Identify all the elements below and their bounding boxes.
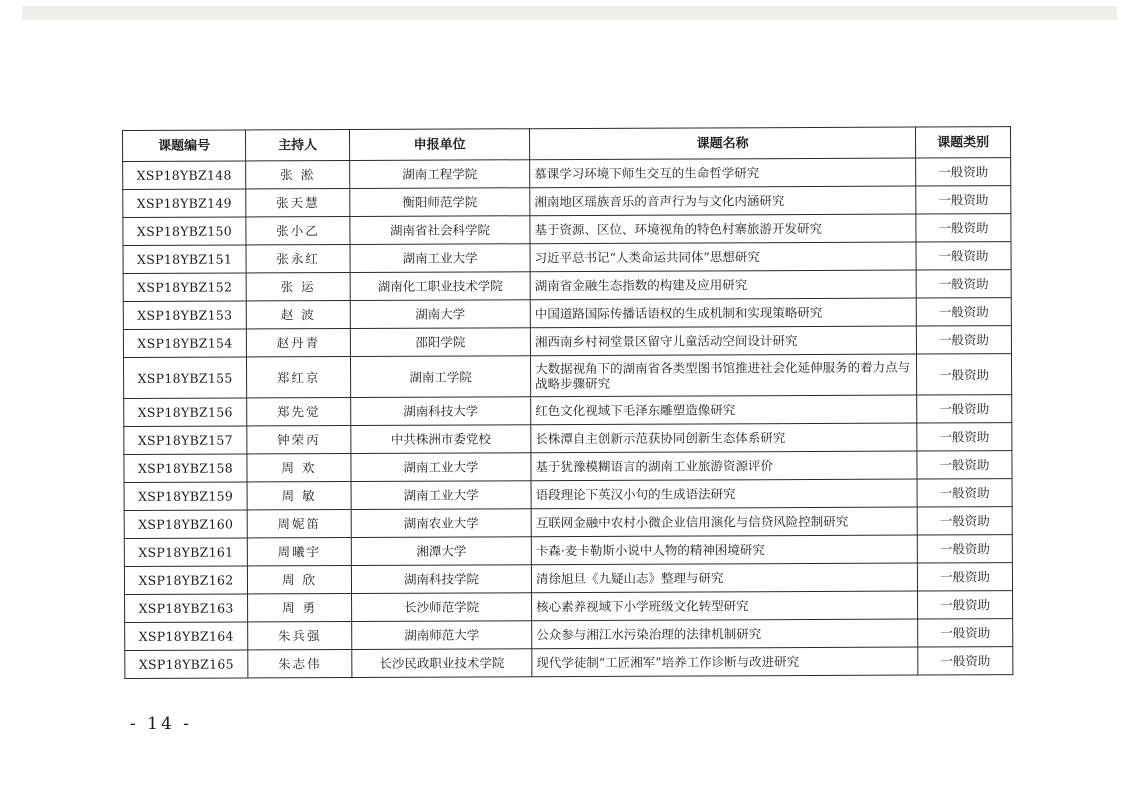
table-row [123,326,1011,358]
cell-code: XSP18YBZ161 [124,538,247,567]
cell-unit: 衡阳师范学院 [350,188,530,217]
cell-category: 一般资助 [918,619,1013,647]
cell-host: 张永红 [246,245,350,273]
cell-code: XSP18YBZ160 [124,510,247,539]
cell-code: XSP18YBZ165 [125,650,248,679]
table-row [124,535,1012,567]
cell-unit: 湖南师范大学 [352,621,532,650]
cell-title: 慕课学习环境下师生交互的生命哲学研究 [530,158,916,188]
cell-title: 清徐旭旦《九疑山志》整理与研究 [531,563,917,593]
cell-unit: 中共株洲市委党校 [351,425,531,454]
cell-category: 一般资助 [916,186,1011,214]
table-row [125,591,1013,623]
table-row [124,563,1012,595]
table-row [123,270,1011,302]
cell-code: XSP18YBZ162 [124,566,247,595]
cell-host: 赵丹青 [246,329,350,357]
cell-title: 基于资源、区位、环境视角的特色村寨旅游开发研究 [530,214,916,244]
cell-unit: 湖南农业大学 [351,509,531,538]
header-unit: 申报单位 [350,129,530,161]
cell-category: 一般资助 [916,270,1011,298]
cell-host: 朱兵强 [248,622,352,650]
header-category: 课题类别 [915,127,1010,158]
cell-category: 一般资助 [916,214,1011,242]
cell-category: 一般资助 [916,158,1011,186]
cell-unit: 湖南科技大学 [351,397,531,426]
cell-code: XSP18YBZ155 [123,357,246,399]
cell-unit: 湖南省社会科学院 [350,216,530,245]
cell-category: 一般资助 [917,479,1012,507]
table-row [123,186,1011,218]
cell-host: 张小乙 [246,217,350,245]
table-row [124,479,1012,511]
cell-title: 红色文化视域下毛泽东雕塑造像研究 [531,395,917,425]
cell-host: 周曦宇 [247,538,351,566]
cell-host: 周 欢 [247,454,351,482]
cell-category: 一般资助 [917,507,1012,535]
cell-code: XSP18YBZ154 [123,329,246,358]
cell-code: XSP18YBZ159 [124,482,247,511]
cell-code: XSP18YBZ163 [125,594,248,623]
cell-code: XSP18YBZ149 [123,189,246,218]
header-host: 主持人 [246,130,350,161]
cell-category: 一般资助 [917,563,1012,591]
cell-title: 卡森·麦卡勒斯小说中人物的精神困境研究 [531,535,917,565]
cell-host: 钟荣丙 [247,426,351,454]
cell-title: 习近平总书记“人类命运共同体”思想研究 [530,242,916,272]
cell-code: XSP18YBZ152 [123,273,246,302]
table-row [124,507,1012,539]
cell-category: 一般资助 [918,591,1013,619]
cell-title: 互联网金融中农村小微企业信用演化与信贷风险控制研究 [531,507,917,537]
cell-host: 周 勇 [248,594,352,622]
cell-category: 一般资助 [918,647,1013,675]
cell-code: XSP18YBZ150 [123,217,246,246]
cell-host: 张 运 [246,273,350,301]
cell-title: 现代学徒制“工匠湘军”培养工作诊断与改进研究 [532,647,918,677]
table-row [125,619,1013,651]
cell-unit: 长沙民政职业技术学院 [352,649,532,678]
header-code: 课题编号 [123,130,246,162]
cell-title: 湘西南乡村祠堂景区留守儿童活动空间设计研究 [530,326,916,356]
table-row [123,298,1011,330]
cell-unit: 湖南大学 [350,300,530,329]
cell-unit: 湘潭大学 [351,537,531,566]
cell-unit: 湖南化工职业技术学院 [350,272,530,301]
scan-edge [22,6,1117,20]
cell-code: XSP18YBZ157 [124,426,247,455]
table-row [124,451,1012,483]
cell-host: 周 敏 [247,482,351,510]
cell-code: XSP18YBZ153 [123,301,246,330]
cell-category: 一般资助 [917,535,1012,563]
table-row [123,354,1011,399]
table-row [123,158,1011,190]
cell-unit: 湖南工程学院 [350,160,530,189]
cell-title: 湖南省金融生态指数的构建及应用研究 [530,270,916,300]
cell-host: 赵 波 [246,301,350,329]
table-row [125,647,1013,679]
cell-code: XSP18YBZ151 [123,245,246,274]
header-title: 课题名称 [529,127,915,160]
cell-host: 张 淞 [246,161,350,189]
cell-host: 郑红京 [246,357,350,398]
cell-unit: 湖南科技学院 [351,565,531,594]
cell-host: 张天慧 [246,189,350,217]
cell-unit: 长沙师范学院 [352,593,532,622]
cell-unit: 湖南工学院 [350,356,530,398]
cell-code: XSP18YBZ158 [124,454,247,483]
cell-host: 郑先觉 [247,398,351,426]
table-row [124,423,1012,455]
cell-category: 一般资助 [917,451,1012,479]
cell-title: 中国道路国际传播话语权的生成机制和实现策略研究 [530,298,916,328]
cell-category: 一般资助 [917,423,1012,451]
cell-category: 一般资助 [917,395,1012,423]
cell-title: 语段理论下英汉小句的生成语法研究 [531,479,917,509]
cell-title: 大数据视角下的湖南省各类型图书馆推进社会化延伸服务的着力点与战略步骤研究 [530,354,916,397]
cell-category: 一般资助 [916,242,1011,270]
cell-title: 基于犹豫模糊语言的湖南工业旅游资源评价 [531,451,917,481]
page-number: - 14 - [130,714,192,734]
cell-code: XSP18YBZ148 [123,161,246,190]
cell-unit: 湖南工业大学 [350,244,530,273]
cell-code: XSP18YBZ164 [125,622,248,651]
table-row [123,214,1011,246]
cell-category: 一般资助 [916,354,1011,395]
cell-title: 湘南地区瑶族音乐的音声行为与文化内涵研究 [530,186,916,216]
cell-unit: 湖南工业大学 [351,453,531,482]
cell-host: 周 欣 [247,566,351,594]
cell-host: 朱志伟 [248,650,352,678]
cell-title: 公众参与湘江水污染治理的法律机制研究 [532,619,918,649]
cell-category: 一般资助 [916,298,1011,326]
table-header-row [123,127,1011,162]
cell-unit: 湖南工业大学 [351,481,531,510]
project-list [122,126,1013,679]
cell-title: 长株潭自主创新示范获协同创新生态体系研究 [531,423,917,453]
cell-unit: 邵阳学院 [350,328,530,357]
cell-category: 一般资助 [916,326,1011,354]
cell-host: 周妮笛 [247,510,351,538]
table-row [123,242,1011,274]
project-table [122,126,1013,679]
table-row [124,395,1012,427]
cell-code: XSP18YBZ156 [124,398,247,427]
cell-title: 核心素养视域下小学班级文化转型研究 [532,591,918,621]
